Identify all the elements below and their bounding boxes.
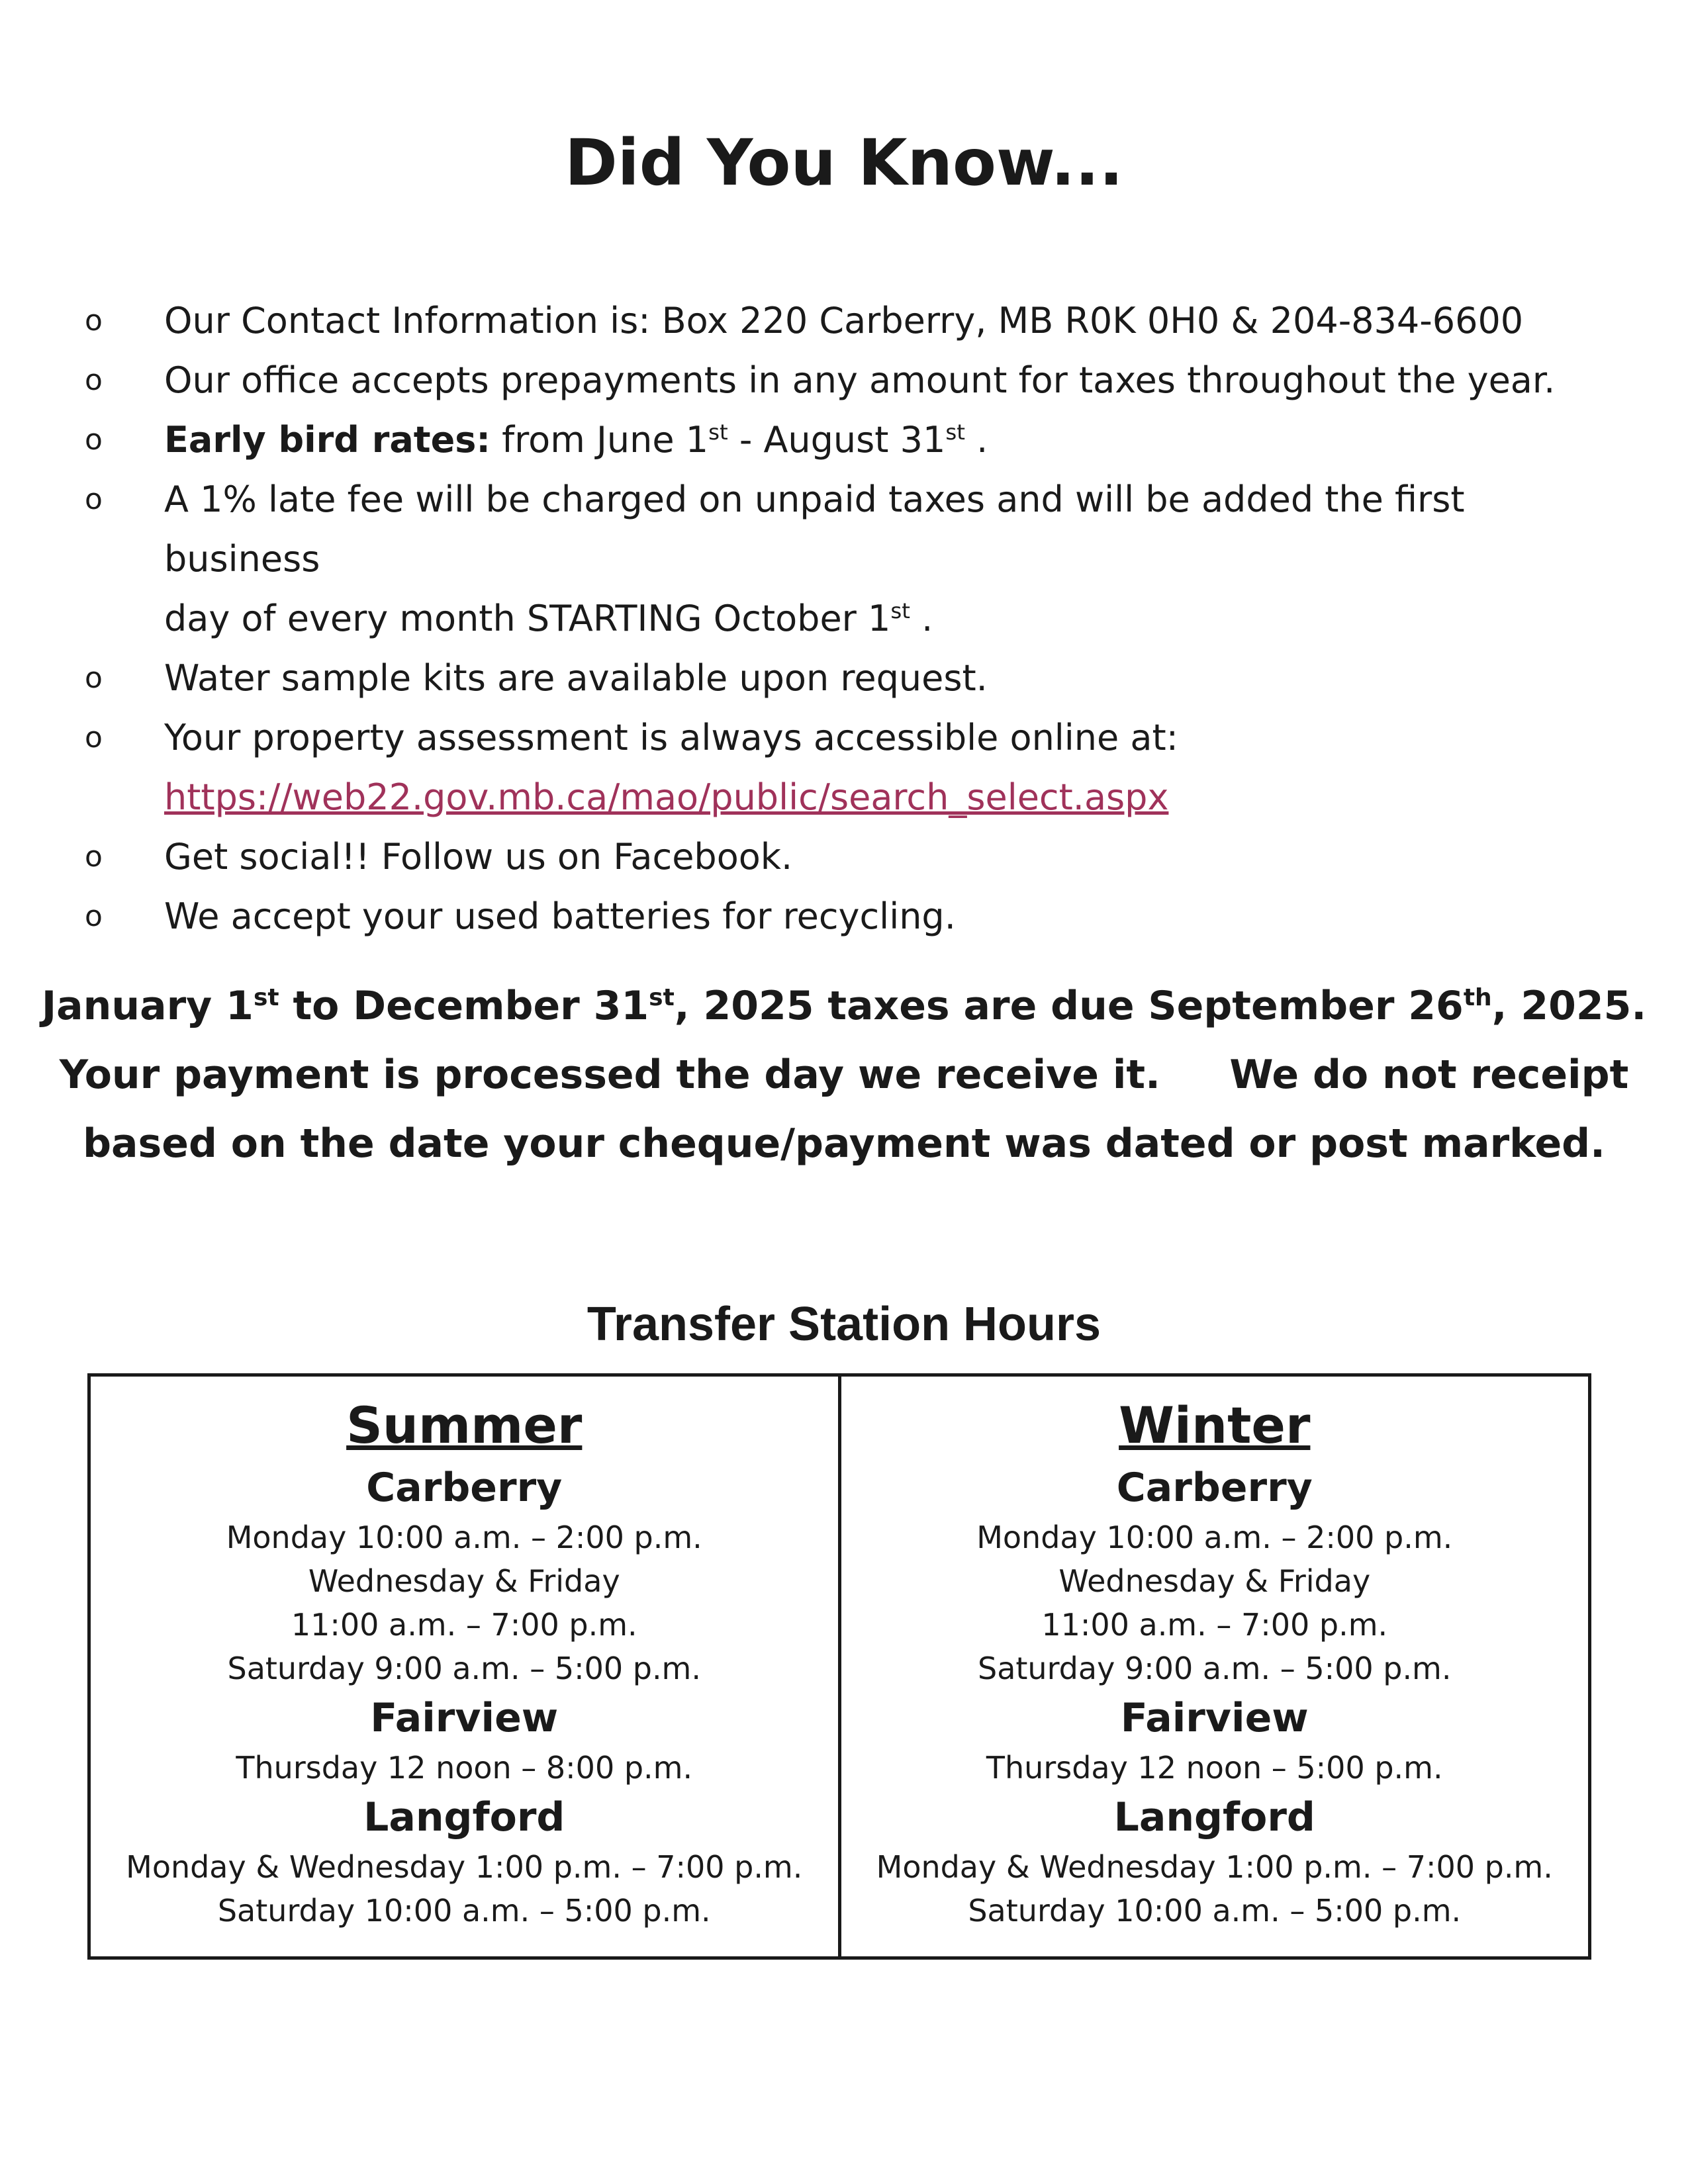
bullet-marker: o: [85, 423, 103, 457]
bullet-marker: o: [85, 304, 103, 338]
transfer-station-hours-table: [87, 1373, 1591, 1960]
prepayment-text: Our office accepts prepayments in any amount for taxes throughout the year.: [164, 359, 1556, 401]
late-fee-line-1: A 1% late fee will be charged on unpaid taxes and will be added the first business: [164, 478, 1465, 580]
hours-line: Saturday 10:00 a.m. – 5:00 p.m.: [217, 1893, 711, 1929]
early-bird-label: Early bird rates:: [164, 419, 491, 461]
list-item: [0, 351, 1620, 410]
location-name: Langford: [1113, 1794, 1315, 1841]
location-name: Langford: [363, 1794, 565, 1841]
bullet-marker: o: [85, 721, 103, 754]
location-name: Fairview: [1120, 1695, 1309, 1741]
ordinal-suffix: st: [708, 420, 728, 445]
early-bird-end: - August 31: [727, 419, 946, 461]
list-item: [0, 410, 1620, 470]
tax-due-line-2: Your payment is processed the day we receive it. We do not receipt: [59, 1052, 1629, 1098]
season-title: Winter: [1119, 1396, 1311, 1455]
batteries-text: We accept your used batteries for recycling.: [164, 895, 956, 937]
hours-line: Monday 10:00 a.m. – 2:00 p.m.: [976, 1520, 1453, 1555]
late-fee-period: .: [910, 598, 933, 639]
list-item: [0, 649, 1620, 708]
late-fee-line-2: day of every month STARTING October 1: [164, 598, 891, 639]
list-item: [0, 291, 1620, 351]
assessment-link[interactable]: https://web22.gov.mb.ca/mao/public/search_select.aspx: [164, 776, 1169, 818]
hours-line: Saturday 9:00 a.m. – 5:00 p.m.: [227, 1651, 701, 1686]
assessment-text: Your property assessment is always accessible online at:: [164, 717, 1178, 758]
list-item: [0, 708, 1620, 827]
due-text-part: January 1: [41, 983, 254, 1029]
ordinal-suffix: th: [1463, 984, 1492, 1011]
hours-line: Monday & Wednesday 1:00 p.m. – 7:00 p.m.: [876, 1849, 1553, 1885]
hours-line: Monday & Wednesday 1:00 p.m. – 7:00 p.m.: [126, 1849, 803, 1885]
list-item: [0, 470, 1620, 649]
location-name: Carberry: [366, 1465, 563, 1511]
ordinal-suffix: st: [253, 984, 279, 1011]
contact-info-text: Our Contact Information is: Box 220 Carberry, MB R0K 0H0 & 204-834-6600: [164, 300, 1524, 341]
bullet-marker: o: [85, 363, 103, 397]
due-text-part: , 2025.: [1491, 983, 1647, 1029]
social-text: Get social!! Follow us on Facebook.: [164, 836, 793, 878]
season-title: Summer: [346, 1396, 583, 1455]
summer-column: [91, 1377, 838, 1956]
did-you-know-list: [0, 291, 1620, 946]
list-item: [0, 887, 1620, 946]
due-text-part: , 2025 taxes are due September 26: [674, 983, 1464, 1029]
page-title: Did You Know...: [565, 126, 1123, 200]
transfer-station-heading: Transfer Station Hours: [586, 1298, 1102, 1351]
bullet-marker: o: [85, 482, 103, 516]
ordinal-suffix: st: [945, 420, 965, 445]
list-item: [0, 827, 1620, 887]
water-kit-text: Water sample kits are available upon request.: [164, 657, 988, 699]
ordinal-suffix: st: [890, 598, 910, 623]
winter-column: [838, 1377, 1589, 1956]
ordinal-suffix: st: [649, 984, 675, 1011]
location-name: Fairview: [370, 1695, 559, 1741]
tax-due-notice: [0, 972, 1688, 1178]
tax-due-line-1: [0, 972, 1688, 1040]
tax-due-line-3: based on the date your cheque/payment was dated or post marked.: [83, 1120, 1605, 1167]
hours-line: Thursday 12 noon – 8:00 p.m.: [236, 1750, 693, 1786]
hours-line: Thursday 12 noon – 5:00 p.m.: [986, 1750, 1443, 1786]
location-name: Carberry: [1116, 1465, 1313, 1511]
hours-line: Saturday 10:00 a.m. – 5:00 p.m.: [968, 1893, 1462, 1929]
bullet-marker: o: [85, 840, 103, 874]
bullet-marker: o: [85, 899, 103, 933]
hours-line: Wednesday & Friday: [308, 1563, 620, 1599]
bullet-marker: o: [85, 661, 103, 695]
hours-line: 11:00 a.m. – 7:00 p.m.: [1041, 1607, 1388, 1643]
early-bird-start: from June 1: [490, 419, 709, 461]
hours-line: 11:00 a.m. – 7:00 p.m.: [291, 1607, 637, 1643]
due-text-part: to December 31: [279, 983, 649, 1029]
hours-line: Wednesday & Friday: [1058, 1563, 1371, 1599]
hours-line: Monday 10:00 a.m. – 2:00 p.m.: [226, 1520, 702, 1555]
early-bird-period: .: [964, 419, 988, 461]
hours-line: Saturday 9:00 a.m. – 5:00 p.m.: [978, 1651, 1452, 1686]
